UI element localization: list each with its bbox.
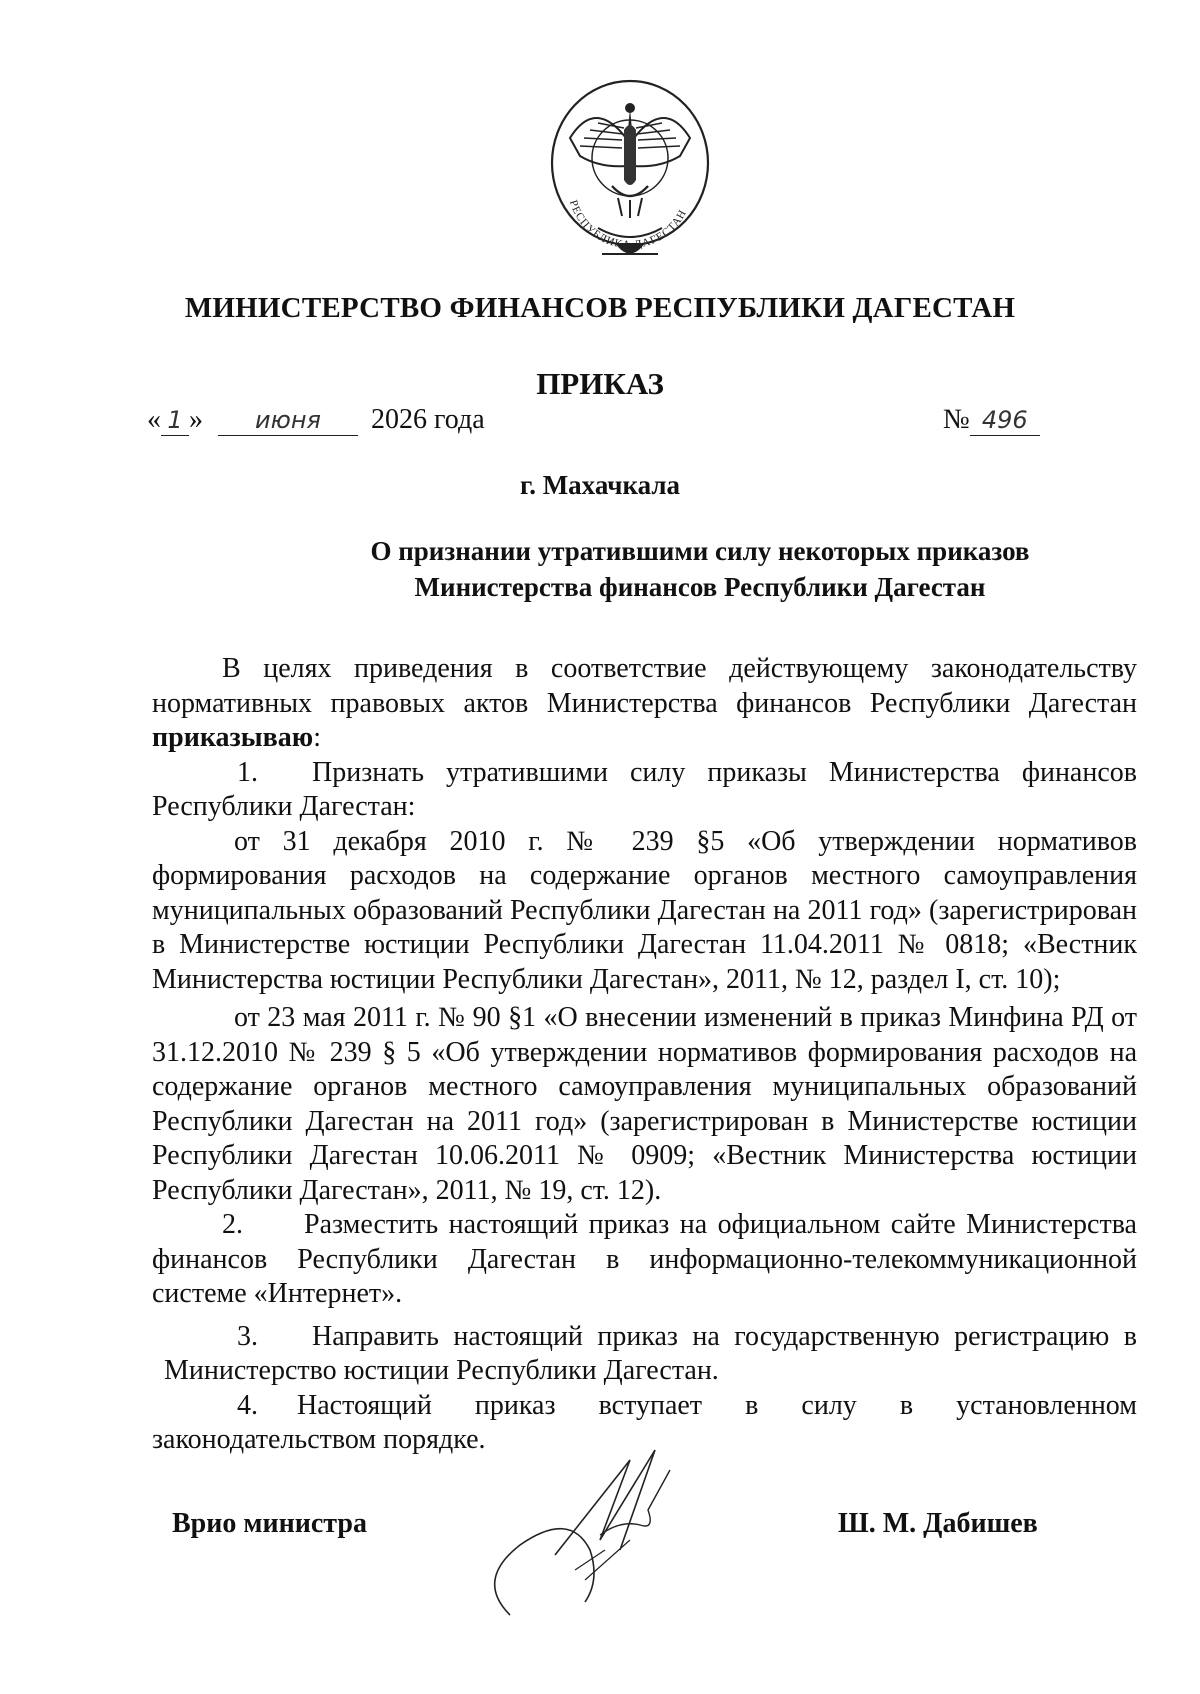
order-day: 1	[161, 405, 189, 436]
number-label: №	[943, 404, 970, 435]
signatory-name: Ш. М. Дабишев	[838, 1508, 1038, 1539]
item-2-text: Разместить настоящий приказ на официальном сайте Министерства финансов Республики Дагестан в информационно-телекоммуникационной системе «Интернет».	[152, 1209, 1137, 1309]
subject-line-1: О признании утратившими силу некоторых приказов	[370, 536, 1030, 566]
item-1-number: 1.	[237, 756, 258, 788]
order-subject	[300, 533, 1100, 605]
order-date	[147, 404, 485, 436]
signatory-title: Врио министра	[172, 1508, 367, 1539]
order-number	[943, 404, 1040, 436]
order-title: ПРИКАЗ	[536, 366, 664, 401]
order-number-value: 496	[970, 405, 1040, 436]
item-1-sub-1: от 31 декабря 2010 г. № 239 §5 «Об утверждении нормативов формирования расходов на содержание органов местного самоуправления муниципальных образований Республики Дагестан на 2011 год» (зарегистрирован в Министерстве юстиции Республики Дагестан 11.04.2011 № 0818; «Вестник Министерства юстиции Республики Дагестан», 2011, № 12, раздел I, ст. 10);	[152, 825, 1137, 995]
item-3-text: Направить настоящий приказ на государственную регистрацию в Министерство юстиции Республики Дагестан.	[164, 1320, 1137, 1386]
handwritten-signature-icon	[480, 1430, 740, 1630]
quote-close: »	[189, 404, 203, 435]
city: г. Махачкала	[519, 470, 681, 500]
intro-command: приказываю	[152, 722, 314, 753]
intro-paragraph	[152, 652, 1137, 756]
item-4-text: Настоящий приказ вступает в силу в установленном законодательством порядке.	[152, 1389, 1137, 1455]
ministry-name: МИНИСТЕРСТВО ФИНАНСОВ РЕСПУБЛИКИ ДАГЕСТАН	[184, 292, 1016, 324]
item-3-number: 3.	[237, 1320, 258, 1352]
item-1-sub-2: от 23 мая 2011 г. № 90 §1 «О внесении изменений в приказ Минфина РД от 31.12.2010 № 239 § 5 «Об утверждении нормативов формирования расходов на содержание органов местного самоуправления муниципальных образований Республики Дагестан на 2011 год» (зарегистрирован в Министерстве юстиции Республики Дагестан 10.06.2011 № 0909; «Вестник Министерства юстиции Республики Дагестан», 2011, № 19, ст. 12).	[152, 1002, 1137, 1206]
order-year: 2026 года	[371, 404, 485, 435]
item-4-number: 4.	[237, 1389, 258, 1421]
svg-text:РЕСПУБЛИКА ДАГЕСТАН: РЕСПУБЛИКА ДАГЕСТАН	[566, 198, 690, 252]
intro-text: В целях приведения в соответствие действующему законодательству нормативных правовых актов Министерства финансов Республики Дагестан	[152, 653, 1137, 719]
subject-line-2: Министерства финансов Республики Дагестан	[414, 572, 986, 602]
order-month: июня	[218, 405, 358, 436]
intro-colon: :	[313, 722, 321, 753]
item-3	[152, 1320, 1137, 1389]
order-body	[152, 652, 1137, 1458]
quote-open: «	[147, 404, 161, 435]
item-1	[152, 756, 1137, 825]
item-2-number: 2.	[222, 1209, 243, 1240]
item-1-text: Признать утратившими силу приказы Министерства финансов Республики Дагестан:	[152, 756, 1137, 822]
item-2	[152, 1208, 1137, 1312]
dagestan-coat-of-arms-icon	[540, 68, 720, 268]
